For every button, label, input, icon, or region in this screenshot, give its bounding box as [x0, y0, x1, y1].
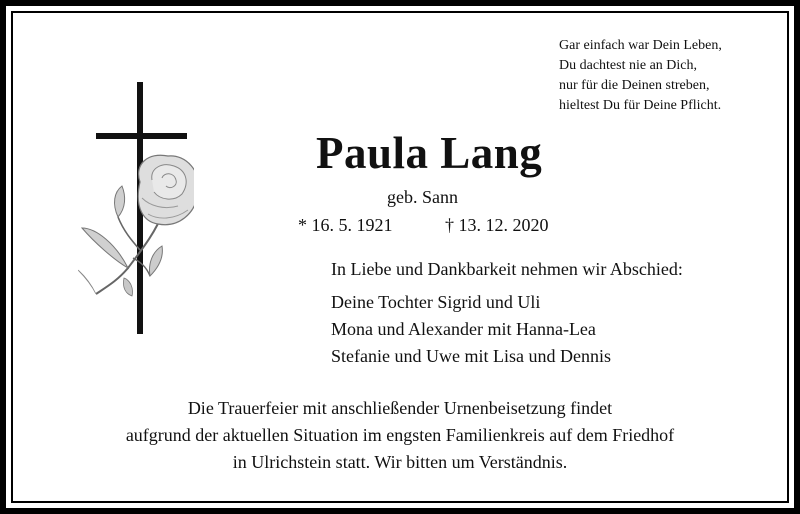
birth-date: * 16. 5. 1921	[298, 215, 393, 235]
funeral-notice	[40, 395, 760, 476]
poem-line: Gar einfach war Dein Leben,	[559, 38, 722, 53]
notice-line: Die Trauerfeier mit anschließender Urnenbeisetzung findet	[187, 398, 613, 418]
deceased-name: Paula Lang	[316, 128, 543, 178]
notice-line: aufgrund der aktuellen Situation im engsten Familienkreis auf dem Friedhof	[125, 425, 675, 445]
mourner-line: Stefanie und Uwe mit Lisa und Dennis	[331, 346, 611, 366]
mourner-line: Mona und Alexander mit Hanna-Lea	[331, 319, 596, 339]
mourners-list	[331, 289, 611, 370]
poem-line: nur für die Deinen streben,	[559, 78, 710, 93]
mourner-line: Deine Tochter Sigrid und Uli	[331, 292, 541, 312]
poem-line: Du dachtest nie an Dich,	[559, 58, 698, 73]
death-date: † 13. 12. 2020	[445, 215, 549, 235]
cross-and-rose	[78, 82, 194, 338]
farewell-text: In Liebe und Dankbarkeit nehmen wir Abschied:	[331, 259, 683, 279]
maiden-name: geb. Sann	[387, 187, 458, 207]
notice-line: in Ulrichstein statt. Wir bitten um Verständnis.	[232, 452, 568, 472]
rose-icon	[78, 155, 194, 296]
poem	[559, 36, 722, 116]
poem-line: hieltest Du für Deine Pflicht.	[559, 98, 722, 113]
